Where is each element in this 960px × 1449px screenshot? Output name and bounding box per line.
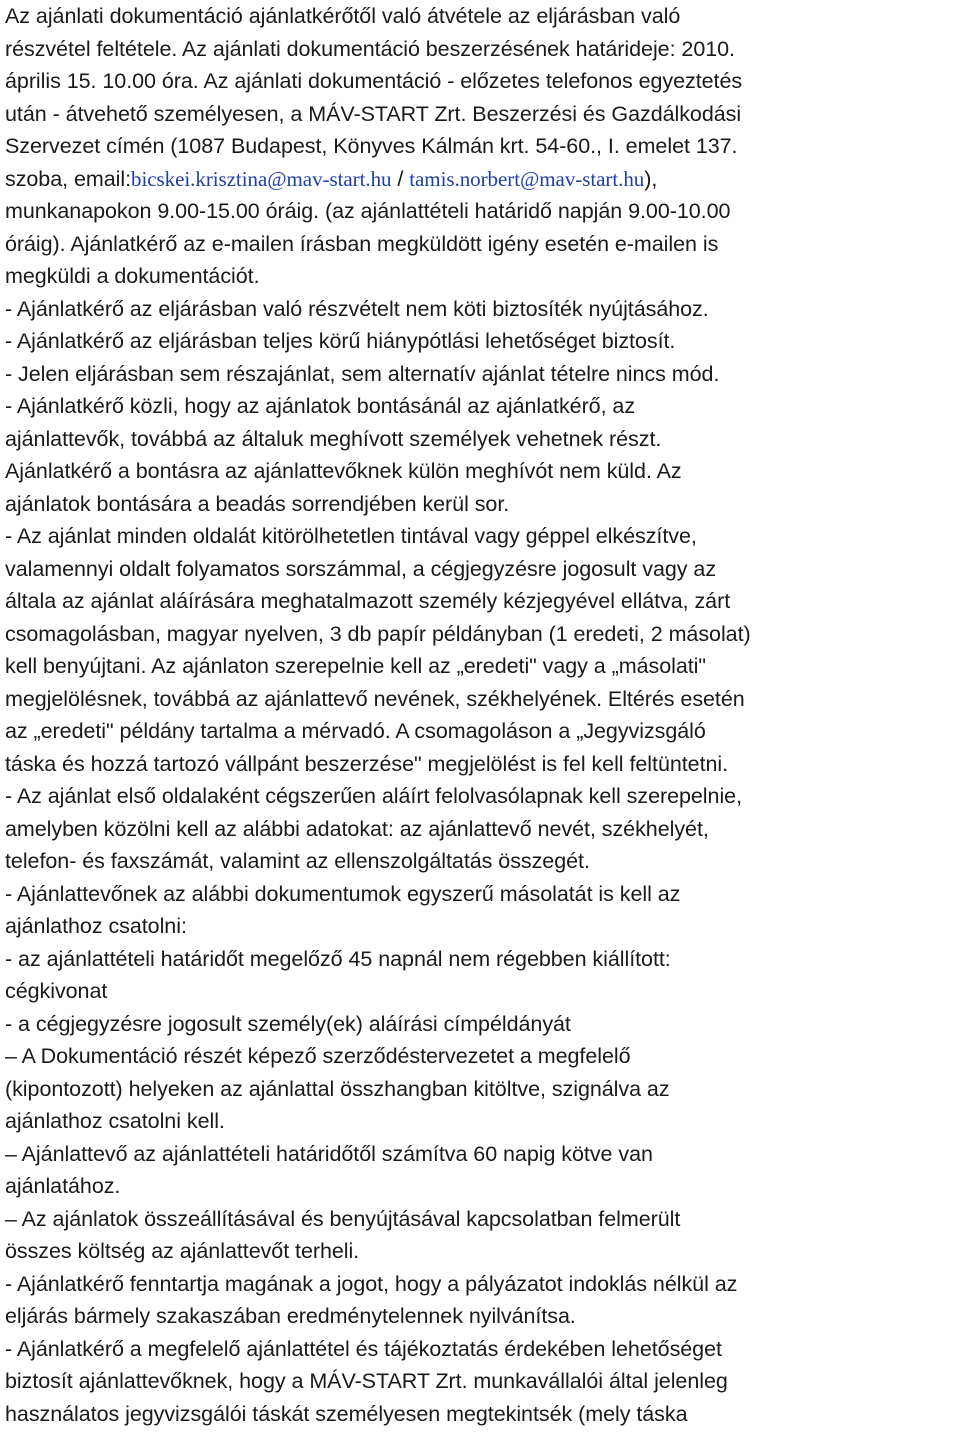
text-line — [5, 618, 954, 651]
text-segment: – Ajánlattevő az ajánlattételi határidőtől számítva 60 napig kötve van — [5, 1141, 653, 1166]
text-segment: - Az ajánlat első oldalaként cégszerűen aláírt felolvasólapnak kell szerepelnie, — [5, 784, 742, 808]
email-link[interactable]: bicskei.krisztina@mav-start.hu — [131, 166, 392, 191]
text-segment: ajánlathoz csatolni: — [5, 914, 187, 938]
text-line — [5, 943, 954, 976]
text-segment: eljárás bármely szakaszában eredménytelennek nyilvánítsa. — [5, 1304, 576, 1328]
text-line — [5, 520, 954, 553]
text-segment: ajánlatok bontására a beadás sorrendjében kerül sor. — [5, 491, 510, 516]
text-line — [5, 325, 954, 358]
text-segment: után - átvehető személyesen, a MÁV-START Zrt. Beszerzési és Gazdálkodási — [5, 101, 742, 126]
text-segment: - Ajánlattevőnek az alábbi dokumentumok egyszerű másolatát is kell az — [5, 881, 681, 906]
text-segment: - Ajánlatkérő az eljárásban teljes körű hiánypótlási lehetőséget biztosít. — [5, 329, 676, 353]
text-line — [5, 1235, 954, 1268]
text-line — [5, 130, 954, 163]
text-line — [5, 1073, 954, 1106]
text-line — [5, 1105, 954, 1138]
text-line — [5, 1040, 954, 1073]
text-line — [5, 1333, 954, 1366]
text-line — [5, 585, 954, 618]
text-line — [5, 878, 954, 911]
text-line — [5, 1268, 954, 1301]
text-line — [5, 260, 954, 293]
text-line — [5, 715, 954, 748]
text-segment: csomagolásban, magyar nyelven, 3 db papír példányban (1 eredeti, 2 másolat) — [5, 621, 751, 646]
text-segment: megküldi a dokumentációt. — [5, 264, 260, 288]
text-line — [5, 488, 954, 521]
text-line — [5, 195, 954, 228]
text-line — [5, 975, 954, 1008]
text-segment: munkanapokon 9.00-15.00 óráig. (az ajánlattételi határidő napján 9.00-10.00 — [5, 199, 731, 223]
text-segment: - az ajánlattételi határidőt megelőző 45 napnál nem régebben kiállított: — [5, 946, 671, 971]
text-line — [5, 163, 954, 196]
text-segment: ), — [644, 166, 658, 191]
text-segment: ajánlattevők, továbbá az általuk meghívott személyek vehetnek részt. — [5, 426, 662, 451]
text-line — [5, 390, 954, 423]
text-line — [5, 910, 954, 943]
text-segment: – Az ajánlatok összeállításával és benyújtásával kapcsolatban felmerült — [5, 1206, 681, 1231]
text-segment: - Ajánlatkérő a megfelelő ajánlattétel és tájékoztatás érdekében lehetőséget — [5, 1336, 722, 1361]
text-segment: az „eredeti" példány tartalma a mérvadó. A csomagoláson a „Jegyvizsgáló — [5, 719, 706, 743]
text-segment: - Az ajánlat minden oldalát kitörölhetetlen tintával vagy géppel elkészítve, — [5, 524, 697, 548]
text-segment: - Ajánlatkérő fenntartja magának a jogot, hogy a pályázatot indoklás nélkül az — [5, 1271, 738, 1296]
text-line — [5, 1203, 954, 1236]
text-line — [5, 553, 954, 586]
text-segment: - Ajánlatkérő közli, hogy az ajánlatok bontásánál az ajánlatkérő, az — [5, 394, 636, 418]
text-line — [5, 1398, 954, 1431]
text-line — [5, 1300, 954, 1333]
text-segment: Az ajánlati dokumentáció ajánlatkérőtől való átvétele az eljárásban való — [5, 4, 681, 28]
text-line — [5, 33, 954, 66]
text-line — [5, 98, 954, 131]
text-segment: ajánlatához. — [5, 1174, 121, 1198]
text-segment: - Jelen eljárásban sem részajánlat, sem alternatív ajánlat tételre nincs mód. — [5, 361, 720, 386]
text-line — [5, 0, 954, 33]
text-segment: (kipontozott) helyeken az ajánlattal összhangban kitöltve, szignálva az — [5, 1076, 670, 1101]
text-segment: óráig). Ajánlatkérő az e-mailen írásban megküldött igény esetén e-mailen is — [5, 231, 719, 256]
text-segment: használatos jegyvizsgálói táskát személyesen megtekintsék (mely táska — [5, 1401, 688, 1426]
text-segment: – A Dokumentáció részét képező szerződéstervezetet a megfelelő — [5, 1044, 631, 1068]
text-segment: amelyben közölni kell az alábbi adatokat: az ajánlattevő nevét, székhelyét, — [5, 816, 709, 841]
text-segment: kell benyújtani. Az ajánlaton szerepelnie kell az „eredeti" vagy a „másolati" — [5, 654, 706, 678]
text-line — [5, 1170, 954, 1203]
text-line — [5, 1138, 954, 1171]
text-line — [5, 813, 954, 846]
text-line — [5, 1008, 954, 1041]
text-segment: Ajánlatkérő a bontásra az ajánlattevőknek külön meghívót nem küld. Az — [5, 459, 682, 483]
text-line — [5, 228, 954, 261]
text-segment: biztosít ajánlattevőknek, hogy a MÁV-START Zrt. munkavállalói által jelenleg — [5, 1369, 728, 1393]
text-segment: összes költség az ajánlattevőt terheli. — [5, 1239, 360, 1263]
text-line — [5, 1365, 954, 1398]
text-line — [5, 293, 954, 326]
text-segment: szoba, email: — [5, 166, 132, 191]
text-segment: Szervezet címén (1087 Budapest, Könyves Kálmán krt. 54-60., I. emelet 137. — [5, 134, 738, 158]
text-segment: részvétel feltétele. Az ajánlati dokumentáció beszerzésének határideje: 2010. — [5, 36, 735, 61]
text-line — [5, 845, 954, 878]
text-line — [5, 455, 954, 488]
text-line — [5, 780, 954, 813]
text-line — [5, 358, 954, 391]
text-segment: / — [391, 166, 410, 191]
text-segment: - a cégjegyzésre jogosult személy(ek) aláírási címpéldányát — [5, 1011, 571, 1036]
text-line — [5, 65, 954, 98]
text-line — [5, 650, 954, 683]
text-segment: általa az ajánlat aláírására meghatalmazott személy kézjegyével ellátva, zárt — [5, 589, 731, 613]
text-line — [5, 683, 954, 716]
text-segment: ajánlathoz csatolni kell. — [5, 1109, 225, 1133]
text-segment: telefon- és faxszámát, valamint az ellenszolgáltatás összegét. — [5, 849, 590, 873]
text-line — [5, 748, 954, 781]
text-segment: valamennyi oldalt folyamatos sorszámmal, a cégjegyzésre jogosult vagy az — [5, 556, 717, 581]
text-segment: április 15. 10.00 óra. Az ajánlati dokumentáció - előzetes telefonos egyeztetés — [5, 69, 743, 93]
text-segment: táska és hozzá tartozó vállpánt beszerzése" megjelölést is fel kell feltüntetni. — [5, 751, 729, 776]
text-segment: - Ajánlatkérő az eljárásban való részvételt nem köti biztosíték nyújtásához. — [5, 296, 709, 321]
text-segment: megjelölésnek, továbbá az ajánlattevő nevének, székhelyének. Eltérés esetén — [5, 686, 745, 711]
email-link[interactable]: tamis.norbert@mav-start.hu — [409, 166, 645, 191]
text-segment: cégkivonat — [5, 979, 108, 1003]
text-line — [5, 423, 954, 456]
